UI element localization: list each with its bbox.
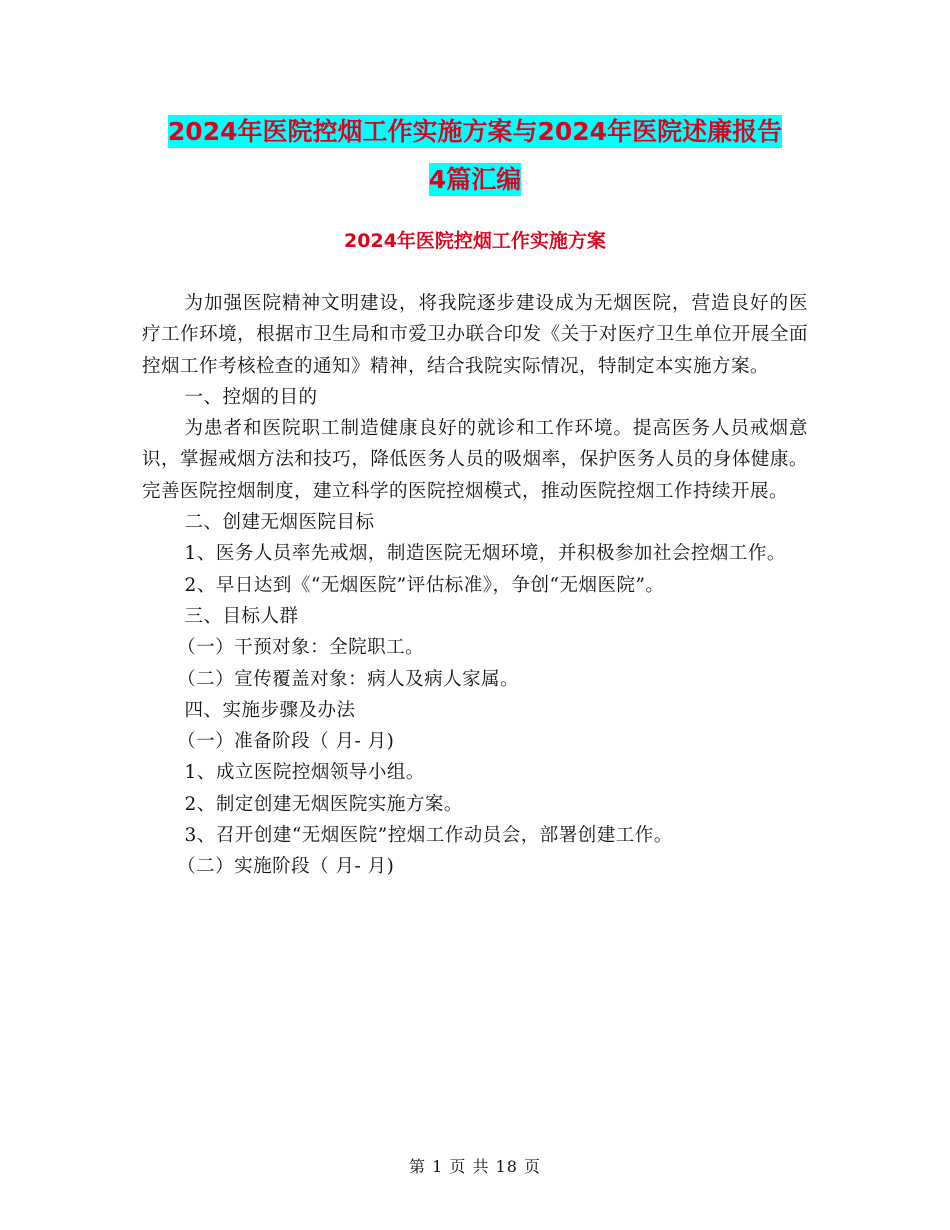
document-title-line-1: 2024年医院控烟工作实施方案与2024年医院述廉报告	[167, 117, 783, 146]
heading-purpose: 一、控烟的目的	[184, 386, 318, 408]
heading-goals: 二、创建无烟医院目标	[184, 512, 375, 534]
paragraph-purpose: 为患者和医院职工制造健康良好的就诊和工作环境。提高医务人员戒烟意识，掌握戒烟方法和技巧，降低医务人员的吸烟率，保护医务人员的身体健康。完善医院控烟制度，建立科学的医院控烟模式，推动医院控烟工作持续开展。	[142, 418, 808, 502]
heading-target-groups: 三、目标人群	[184, 605, 299, 627]
heading-steps: 四、实施步骤及办法	[184, 699, 356, 721]
paragraph-goal-1: 1、医务人员率先戒烟，制造医院无烟环境，并积极参加社会控烟工作。	[184, 543, 786, 565]
paragraph-prep-stage: （一）准备阶段（ 月- 月)	[177, 731, 395, 753]
paragraph-goal-2: 2、早日达到《“无烟医院”评估标准》，争创“无烟医院”。	[184, 574, 665, 596]
paragraph-impl-stage: （二）实施阶段（ 月- 月)	[177, 856, 395, 878]
paragraph-step-2: 2、制定创建无烟医院实施方案。	[184, 793, 463, 815]
document-body	[142, 288, 808, 883]
paragraph-target-2: （二）宣传覆盖对象：病人及病人家属。	[177, 668, 520, 690]
section-title: 2024年医院控烟工作实施方案	[344, 230, 606, 252]
page-footer: 第 1 页 共 18 页	[409, 1157, 541, 1176]
paragraph-step-1: 1、成立医院控烟领导小组。	[184, 762, 425, 784]
document-title-line-2: 4篇汇编	[428, 165, 522, 194]
paragraph-step-3: 3、召开创建“无烟医院”控烟工作动员会，部署创建工作。	[184, 825, 673, 847]
document-title	[0, 108, 950, 204]
paragraph-intro: 为加强医院精神文明建设，将我院逐步建设成为无烟医院，营造良好的医疗工作环境，根据市卫生局和市爱卫办联合印发《关于对医疗卫生单位开展全面控烟工作考核检查的通知》精神，结合我院实际情况，特制定本实施方案。	[142, 293, 808, 377]
paragraph-target-1: （一）干预对象：全院职工。	[177, 637, 425, 659]
